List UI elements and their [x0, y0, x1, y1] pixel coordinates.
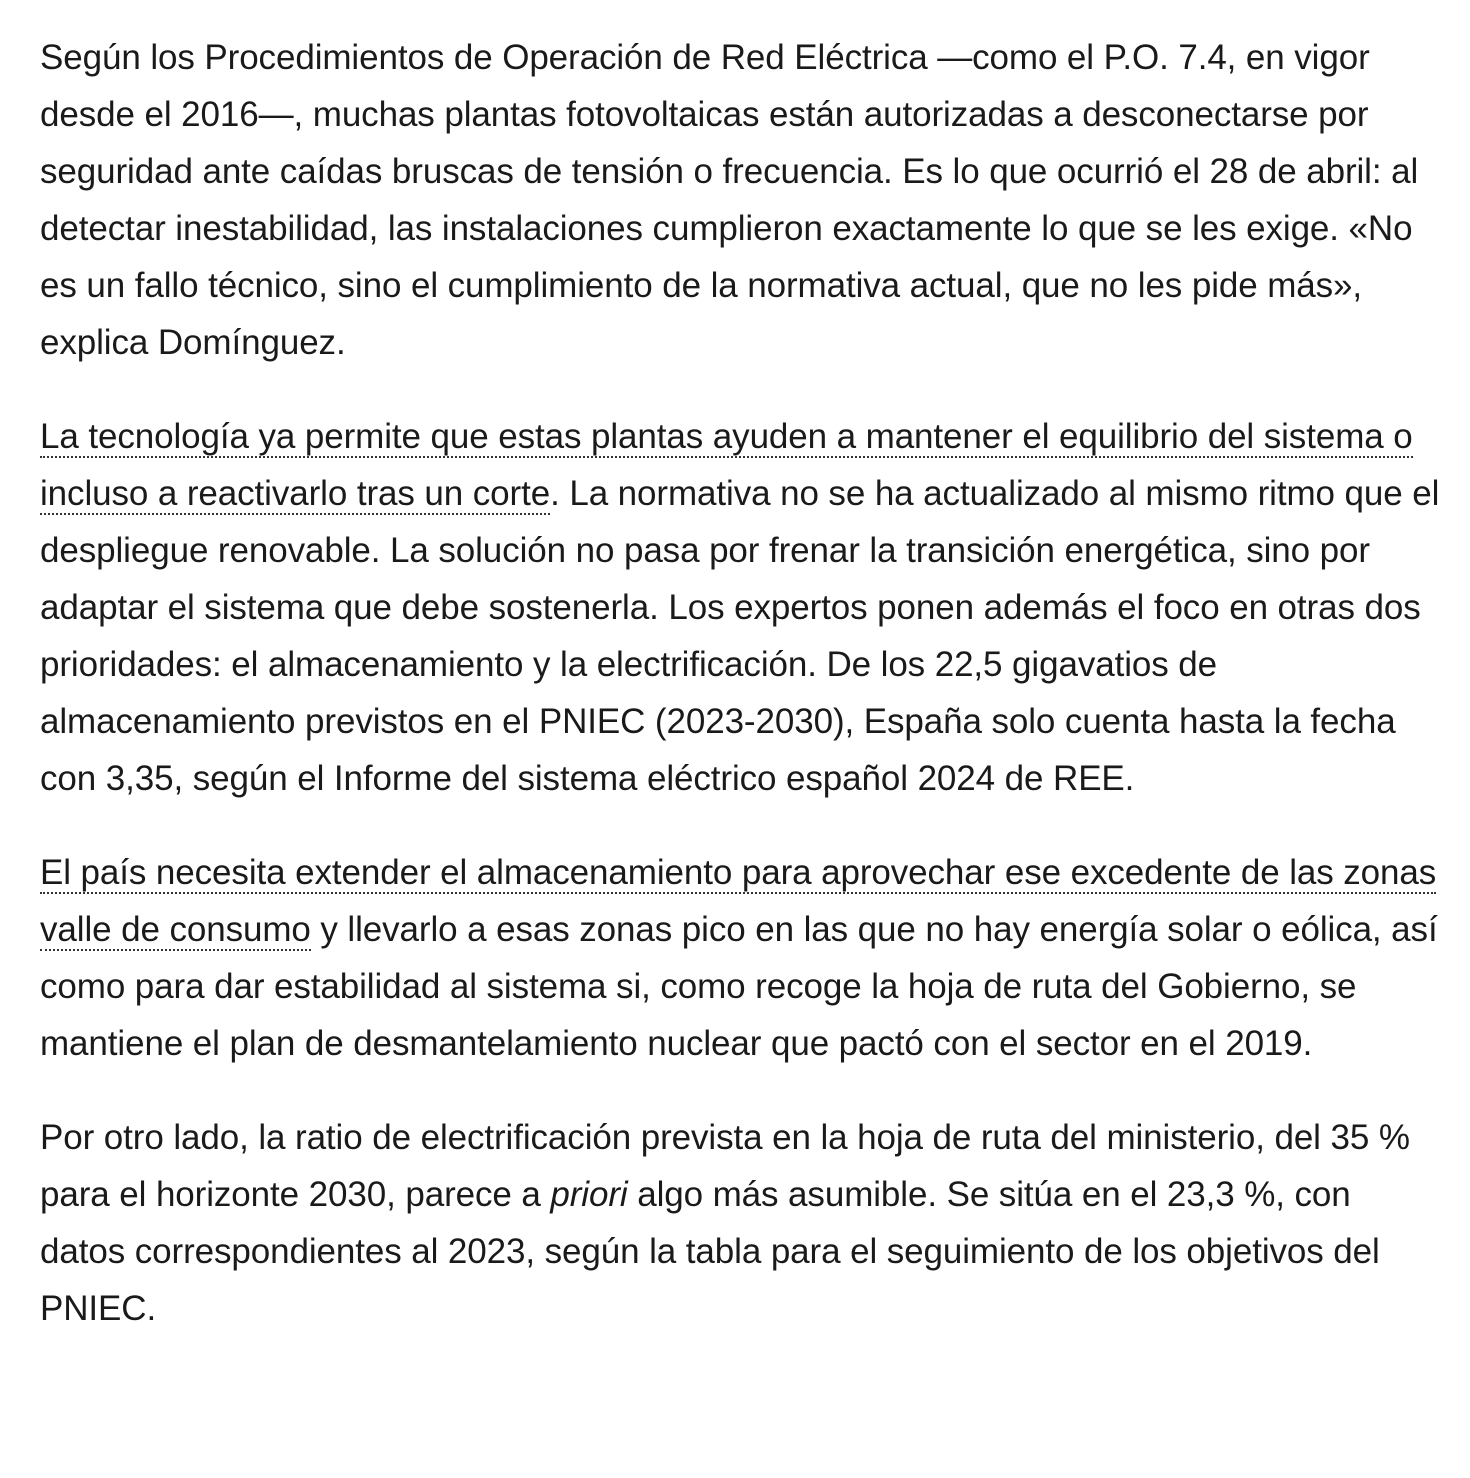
paragraph-4-text-before: Por otro lado, la ratio de electrificación prevista en la hoja de ruta del ministerio, del 35 % para el horizonte 2030, parece a: [40, 1118, 1410, 1214]
paragraph-1: [40, 29, 1440, 371]
paragraph-4-italic: priori: [550, 1175, 628, 1214]
paragraph-3: [40, 844, 1440, 1072]
paragraph-3-text: y llevarlo a esas zonas pico en las que no hay energía solar o eólica, así como para dar estabilidad al sistema si, como recoge la hoja de ruta del Gobierno, se mantiene el plan de desmantelamiento nuclear que pactó con el sector en el 2019.: [40, 910, 1438, 1063]
technology-link[interactable]: La tecnología ya permite que estas plantas ayuden a mantener el equilibrio del sistema o incluso a reactivarlo tras un corte: [40, 417, 1413, 513]
storage-link[interactable]: El país necesita extender el almacenamiento para aprovechar ese excedente de las zonas valle de consumo: [40, 853, 1437, 949]
paragraph-2-text: . La normativa no se ha actualizado al mismo ritmo que el despliegue renovable. La solución no pasa por frenar la transición energética, sino por adaptar el sistema que debe sostenerla. Los expertos ponen además el foco en otras dos prioridades: el almacenamiento y la electrificación. De los 22,5 gigavatios de almacenamiento previstos en el PNIEC (2023-2030), España solo cuenta hasta la fecha con 3,35, según el Informe del sistema eléctrico español 2024 de REE.: [40, 474, 1440, 798]
paragraph-1-text: Según los Procedimientos de Operación de Red Eléctrica —como el P.O. 7.4, en vigor desde el 2016—, muchas plantas fotovoltaicas están autorizadas a desconectarse por seguridad ante caídas bruscas de tensión o frecuencia. Es lo que ocurrió el 28 de abril: al detectar inestabilidad, las instalaciones cumplieron exactamente lo que se les exige. «No es un fallo técnico, sino el cumplimiento de la normativa actual, que no les pide más», explica Domínguez.: [40, 38, 1419, 362]
paragraph-2: [40, 408, 1440, 807]
article-body: [40, 29, 1440, 1374]
paragraph-4: [40, 1109, 1440, 1337]
paragraph-4-text-after: algo más asumible. Se sitúa en el 23,3 %, con datos correspondientes al 2023, según la tabla para el seguimiento de los objetivos del PNIEC.: [40, 1175, 1380, 1328]
